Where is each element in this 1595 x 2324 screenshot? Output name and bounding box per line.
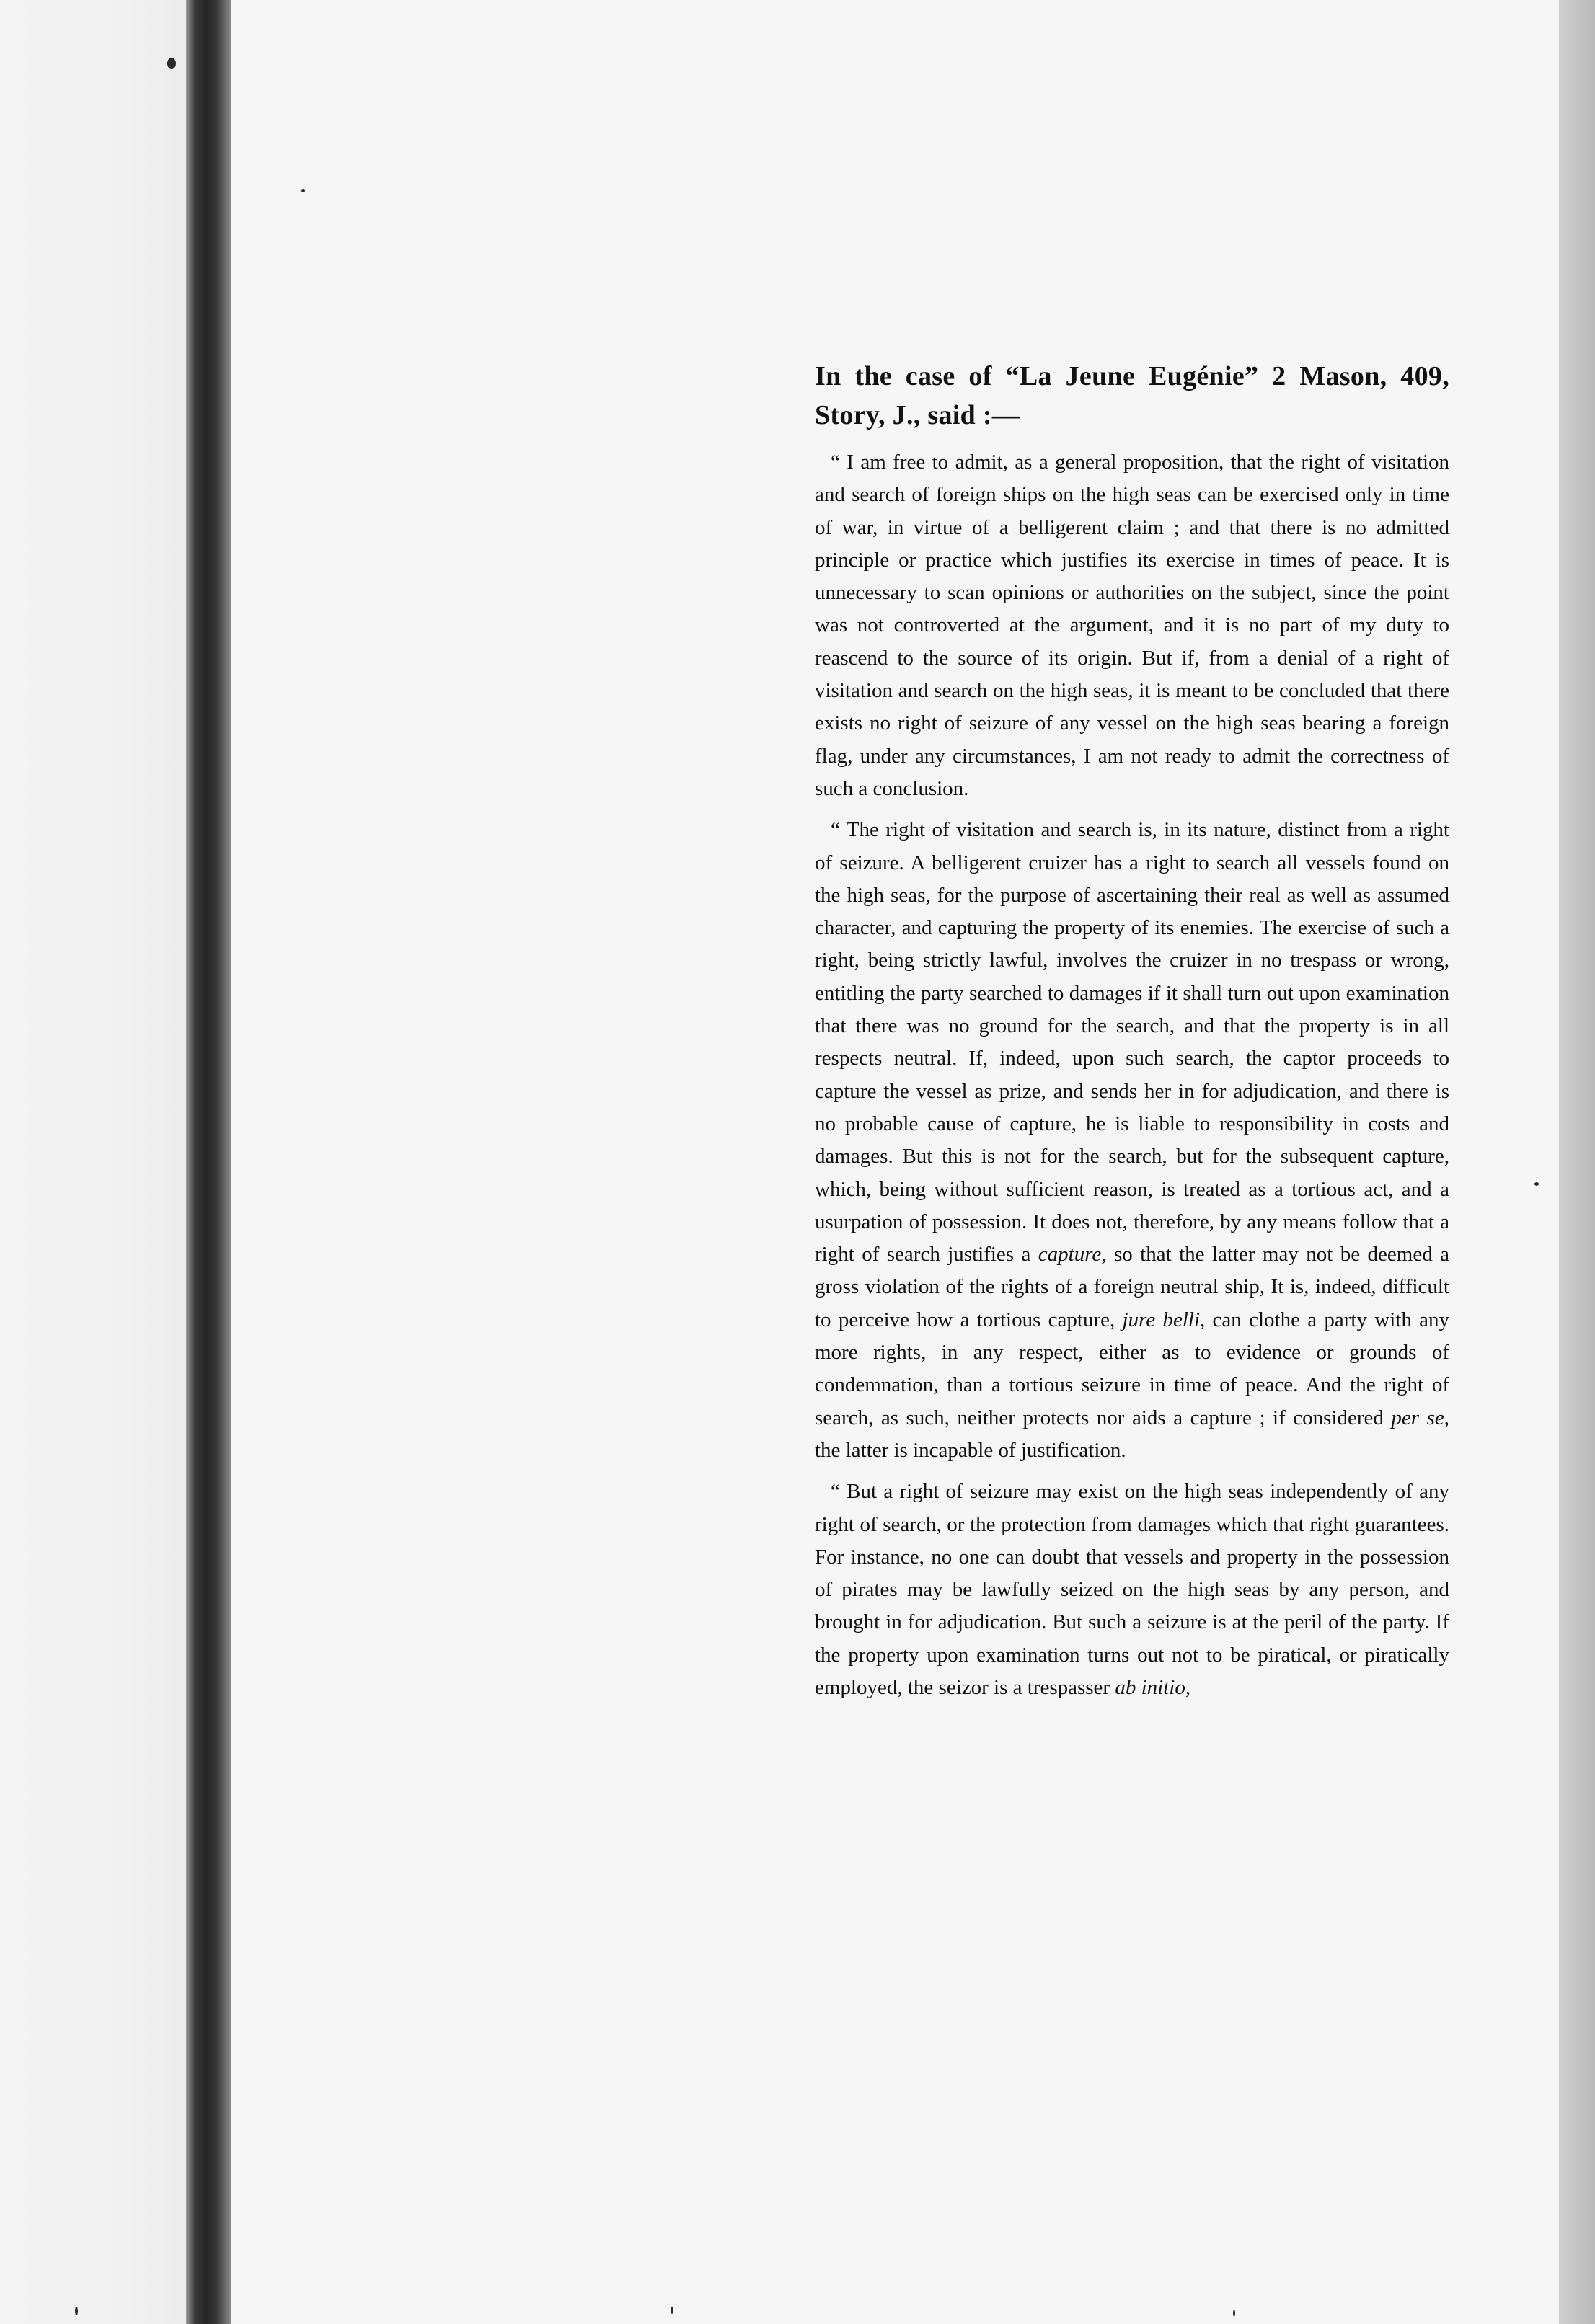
paragraph: [815, 446, 1449, 805]
page-edge-shadow: [1559, 0, 1595, 2324]
italic-text: per se: [1391, 1406, 1444, 1429]
paragraph: [815, 1476, 1449, 1704]
document-text: [815, 357, 1449, 1704]
text-run: , can clothe a party with any more rights, in any respect, either as to evidence or grounds of condemnation, than a tortious seizure in time of peace. And the right of search, as such, neither protects nor aids a capture ; if considered: [815, 1308, 1450, 1429]
text-run: , the latter is incapable of justification.: [815, 1406, 1449, 1462]
italic-text: ab initio: [1115, 1675, 1185, 1699]
ink-speck: [1534, 1182, 1539, 1186]
ink-speck: [1233, 2310, 1235, 2317]
paragraph: [815, 814, 1449, 1467]
text-run: “ But a right of seizure may exist on the high seas independently of any right of search, or the protection from damages which that right guarantees. For instance, no one can doubt that vessels and property in the possession of pirates may be lawfully seized on the high seas by any person, and brought in for adjudication. But such a seizure is at the peril of the party. If the property upon examination turns out not to be piratical, or piratically employed, the seizor is a trespasser: [815, 1480, 1449, 1699]
italic-text: capture: [1038, 1243, 1102, 1267]
ink-speck: [75, 2307, 78, 2315]
text-run: “ The right of visitation and search is, in its nature, distinct from a right of seizure. A belligerent cruizer has a right to search all vessels found on the high seas, for the purpose of ascertaining their real as well as assumed character, and capturing the property of its enemies. The exercise of such a right, being strictly lawful, involves the cruizer in no trespass or wrong, entitling the party searched to damages if it shall turn out upon examination that there was no ground for the search, and that the property is in all respects neutral. If, indeed, upon such search, the captor proceeds to capture the vessel as prize, and sends her in for adjudication, and there is no probable cause of capture, he is liable to responsibility in costs and damages. But this is not for the search, but for the subsequent capture, which, being without sufficient reason, is treated as a tortious act, and a usurpation of possession. It does not, therefore, by any means follow that a right of search justifies a: [815, 818, 1449, 1267]
case-heading: In the case of “La Jeune Eugénie” 2 Mason, 409, Story, J., said :—: [815, 361, 1449, 430]
book-gutter: [186, 0, 231, 2324]
ink-speck: [301, 189, 305, 192]
left-page-margin: [0, 0, 186, 2324]
ink-speck: [167, 58, 176, 69]
text-run: “ I am free to admit, as a general proposition, that the right of visitation and search of foreign ships on the high seas can be exercised only in time of war, in virtue of a belligerent claim ; and that there is no admitted principle or practice which justifies its exercise in times of peace. It is unnecessary to scan opinions or authorities on the subject, since the point was not controverted at the argument, and it is no part of my duty to reascend to the source of its origin. But if, from a denial of a right of visitation and search on the high seas, it is meant to be concluded that there exists no right of seizure of any vessel on the high seas bearing a foreign flag, under any circumstances, I am not ready to admit the correctness of such a conclusion.: [815, 451, 1449, 800]
text-run: , so that the latter may not be deemed a gross violation of the rights of a foreign neutral ship, It is, indeed, difficult to perceive how a tortious capture,: [815, 1243, 1449, 1331]
text-run: ,: [1185, 1675, 1191, 1699]
ink-speck: [671, 2307, 673, 2314]
italic-text: jure belli: [1122, 1308, 1201, 1331]
